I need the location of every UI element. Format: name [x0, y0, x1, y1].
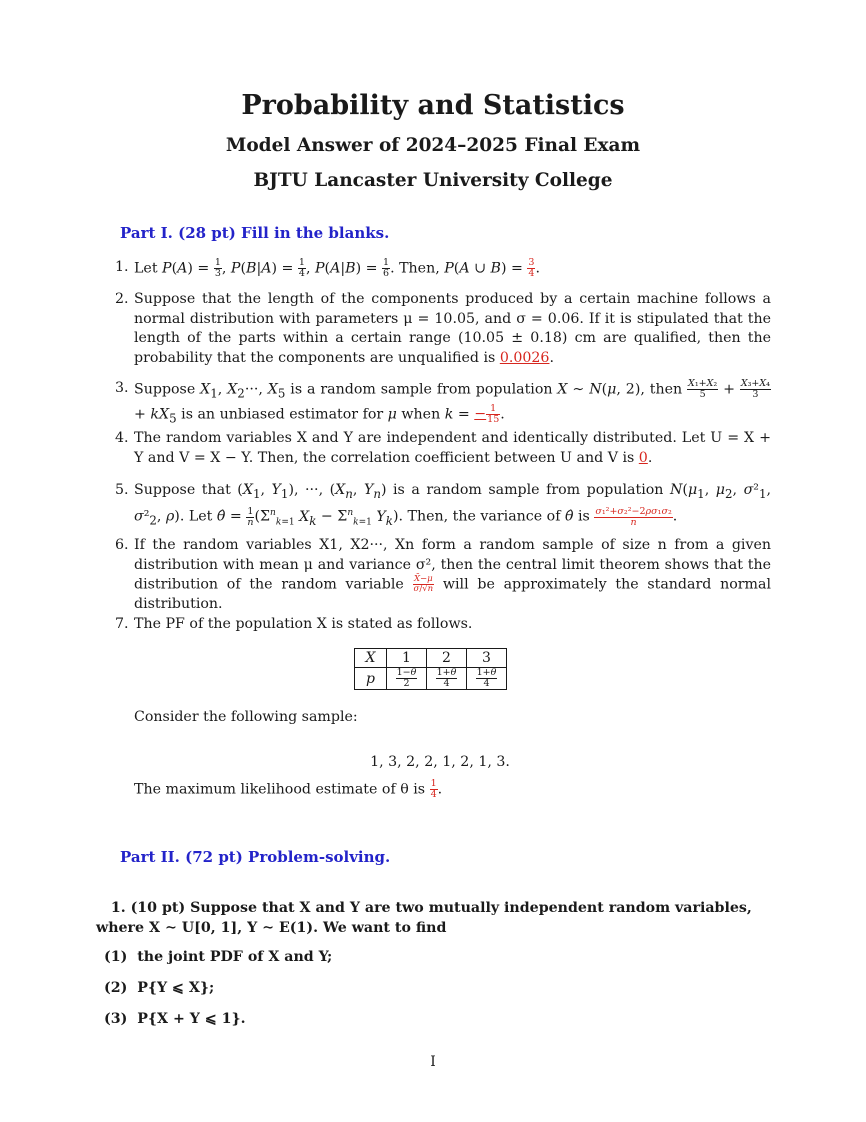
question-3	[115, 379, 771, 429]
table-row-label: X	[355, 649, 387, 668]
question-text: Suppose that ($X_1$, $Y_1$), ···, ($X_n$, $Y_n$) is a random sample from population $N(\mu_1$, $\mu_2$, $\sigma^2_1$, $\sigma^2_2$, ρ). Let θ̂ = $\frac{1}{n}$ ($\Sigma^n_{k=1}$ $X_k - \Sigma^n_{k=1}$ $Y_k$). Then, the variance of θ̂ is $\frac{\text{σ₁²+σ₂²−2ρσ₁σ₂}}{n}$ .	[134, 482, 771, 528]
question-number: 3.	[115, 380, 129, 396]
table-cell: 3	[467, 649, 507, 668]
question-text: If the random variables X1, X2···, Xn form a random sample of size n from a given distribution with mean μ and variance σ², then the central limit theorem shows that the distribution of the random variable $\frac{X̄-\mu}{\sigma/√n}$ will be approximately the standard normal distribution.	[134, 537, 771, 612]
question-number: 1.	[115, 259, 129, 275]
sample-values: 1, 3, 2, 2, 1, 2, 1, 3.	[370, 754, 510, 770]
question-number: 6.	[115, 537, 129, 553]
table-cell: 1	[387, 649, 427, 668]
part2-heading: Part II. (72 pt) Problem-solving.	[120, 848, 391, 866]
problem-1-part-3: (3) P{X + Y ⩽ 1}.	[104, 1011, 246, 1027]
sample-intro: Consider the following sample:	[134, 709, 358, 725]
document-title: Probability and Statistics	[241, 90, 625, 121]
question-number: 7.	[115, 616, 129, 632]
problem-1-part-1: (1) the joint PDF of X and Y;	[104, 949, 333, 965]
answer-2: 0.0026	[499, 349, 550, 366]
pf-table	[354, 648, 507, 690]
part1-heading: Part I. (28 pt) Fill in the blanks.	[120, 224, 390, 242]
question-text: The random variables X and Y are independent and identically distributed. Let U = X + Y and V = X − Y. Then, the correlation coefficient between U and V is 0.	[134, 430, 771, 466]
question-number: 5.	[115, 482, 129, 498]
answer-6: $\frac{X̄-\mu}{\sigma/√n}$	[413, 574, 434, 594]
table-cell: 2	[427, 649, 467, 668]
problem-1: 1. (10 pt) Suppose that X and Y are two mutually independent random variables, where X ∼ U[0, 1], Y ∼ E(1). We want to find	[96, 900, 752, 936]
answer-4: 0	[638, 449, 648, 466]
answer-7: $\frac{1}{4}$	[430, 778, 437, 800]
question-7	[115, 615, 771, 635]
question-text: The PF of the population X is stated as follows.	[134, 616, 473, 632]
table-cell: $\frac{1+\theta}{4}$	[467, 668, 507, 690]
question-text: Let P(A) = $\frac{1}{3}$ , P(B|A) = $\frac{1}{4}$ , P(A|B) = $\frac{1}{6}$ . Then, P(A ∪ B) = $\frac{3}{4}$ .	[134, 257, 540, 279]
institution-name: BJTU Lancaster University College	[253, 170, 613, 191]
question-number: 2.	[115, 291, 129, 307]
document-subtitle: Model Answer of 2024–2025 Final Exam	[225, 135, 641, 156]
answer-1: $\frac{3}{4}$	[528, 257, 535, 279]
question-6	[115, 536, 771, 615]
table-cell: $\frac{1-\theta}{2}$	[387, 668, 427, 690]
answer-5: $\frac{\text{σ₁²+σ₂²−2ρσ₁σ₂}}{n}$	[595, 505, 672, 528]
answer-3: − $\frac{1}{15}$	[474, 402, 500, 425]
table-cell: $\frac{1+\theta}{4}$	[427, 668, 467, 690]
page-number: I	[430, 1054, 436, 1070]
question-text: Suppose that the length of the components produced by a certain machine follows a normal distribution with parameters μ = 10.05, and σ = 0.06. If it is stipulated that the length of the parts within a certain range (10.05 ± 0.18) cm are qualified, then the probability that the components are unqualified is 0.0026.	[134, 291, 771, 366]
table-row-label: p	[355, 668, 387, 690]
problem-1-part-2: (2) P{Y ⩽ X};	[104, 980, 215, 996]
question-4	[115, 429, 771, 468]
question-text: Suppose $X_1$, $X_2\cdot\cdot\cdot$, $X_5$ is a random sample from population X ∼ N(μ, 2), then $\frac{\text{X₁+X₂}}{5}$ + $\frac{\text{X₃+X₄}}{3}$ + $kX_5$ is an unbiased estimator for μ when k = − $\frac{1}{15}$ .	[134, 378, 770, 426]
mle-statement: The maximum likelihood estimate of θ is $\frac{1}{4}$ .	[134, 778, 443, 800]
question-number: 4.	[115, 430, 129, 446]
question-5	[115, 481, 771, 533]
question-2	[115, 290, 771, 368]
question-1	[115, 258, 771, 279]
